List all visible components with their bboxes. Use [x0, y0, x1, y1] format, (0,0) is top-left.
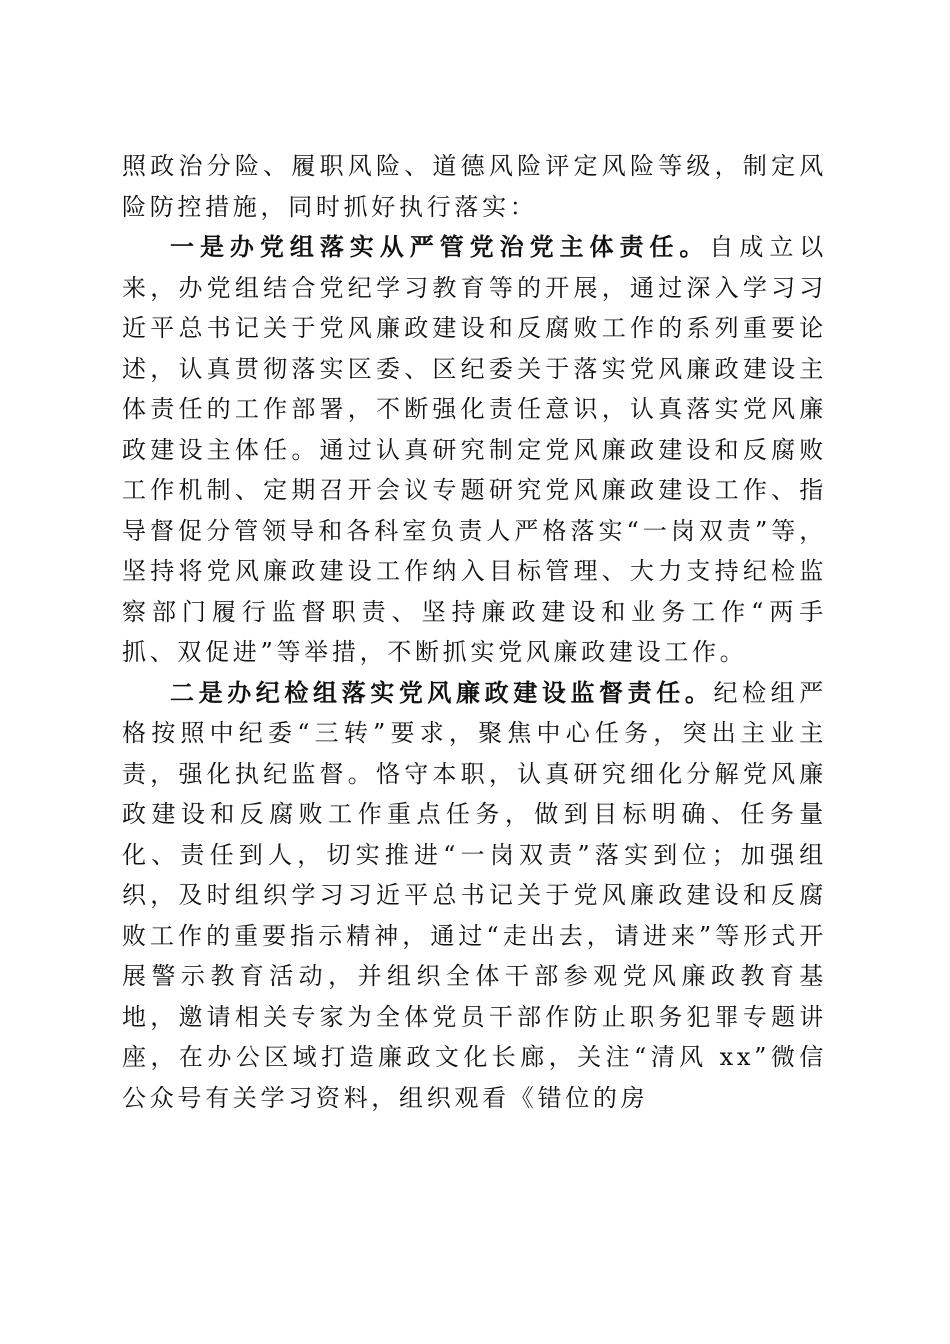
paragraph-party-group-responsibility	[122, 227, 827, 673]
paragraph-text: 纪检组严格按照中纪委“三转”要求，聚焦中心任务，突出主业主责，强化执纪监督。恪守本职，认真研究细化分解党风廉政建设和反腐败工作重点任务，做到目标明确、任务量化、责任到人，切实推进“一岗双责”落实到位；加强组织，及时组织学习习近平总书记关于党风廉政建设和反腐败工作的重要指示精神，通过“走出去，请进来”等形式开展警示教育活动，并组织全体干部参观党风廉政教育基地，邀请相关专家为全体党员干部作防止职务犯罪专题讲座，在办公区域打造廉政文化长廊，关注“清风 xx”微信公众号有关学习资料，组织观看《错位的房	[122, 678, 827, 1112]
paragraph-continuation	[122, 146, 827, 227]
document-body	[122, 146, 827, 1118]
paragraph-text: 自成立以来，办党组结合党纪学习教育等的开展，通过深入学习习近平总书记关于党风廉政建设和反腐败工作的系列重要论述，认真贯彻落实区委、区纪委关于落实党风廉政建设主体责任的工作部署，不断强化责任意识，认真落实党风廉政建设主体任。通过认真研究制定党风廉政建设和反腐败工作机制、定期召开会议专题研究党风廉政建设工作、指导督促分管领导和各科室负责人严格落实“一岗双责”等，坚持将党风廉政建设工作纳入目标管理、大力支持纪检监察部门履行监督职责、坚持廉政建设和业务工作“两手抓、双促进”等举措，不断抓实党风廉政建设工作。	[122, 233, 827, 666]
paragraph-discipline-group-responsibility	[122, 673, 827, 1119]
paragraph-heading: 一是办党组落实从严管党治党主体责任。	[170, 232, 710, 261]
paragraph-text: 照政治分险、履职风险、道德风险评定风险等级，制定风险防控措施，同时抓好执行落实：	[122, 152, 827, 221]
paragraph-heading: 二是办纪检组落实党风廉政建设监督责任。	[170, 677, 714, 707]
